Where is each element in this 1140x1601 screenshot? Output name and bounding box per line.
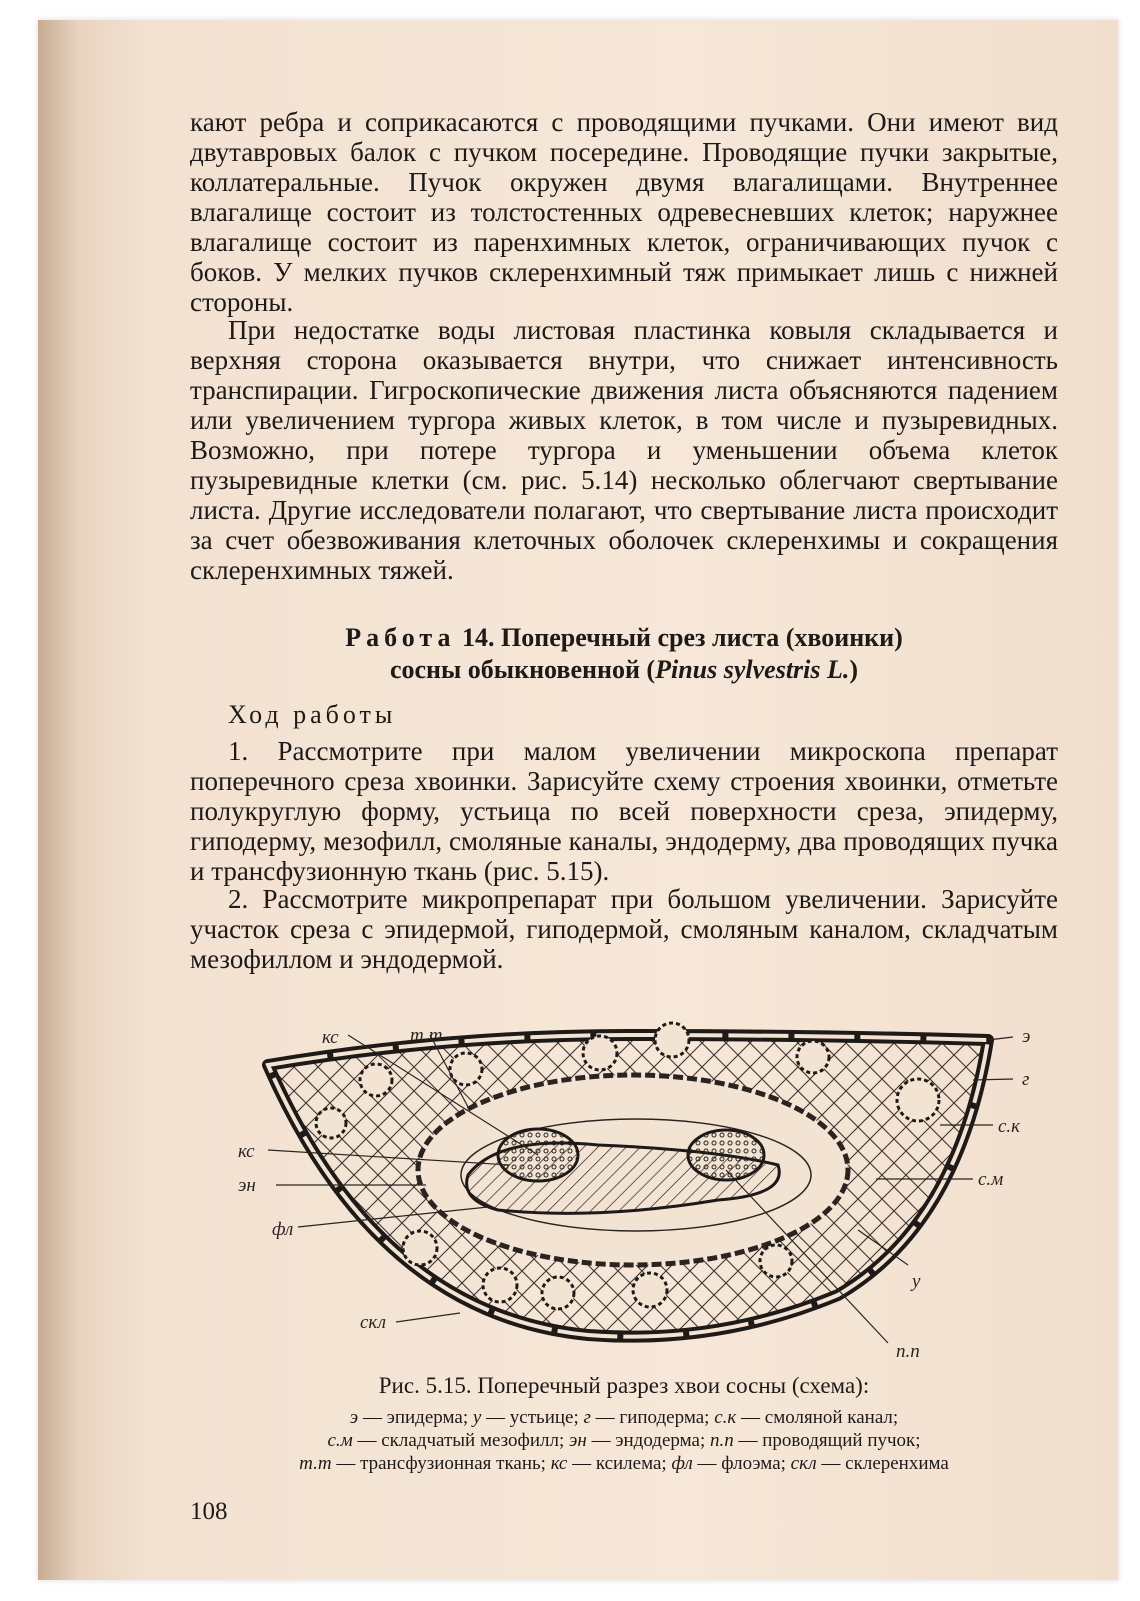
latin-name: Pinus sylvestris L. [655, 655, 850, 684]
legend-text: трансфузионная ткань [360, 1453, 541, 1474]
page-number: 108 [190, 1498, 228, 1525]
legend-abbr: г [583, 1407, 591, 1428]
legend-abbr: эн [569, 1430, 587, 1451]
legend-abbr: п.п [709, 1430, 734, 1451]
work-heading-line-1 [190, 622, 1058, 654]
label-ks-top: кс [322, 1027, 339, 1048]
figure-legend [190, 1406, 1058, 1475]
legend-line-2: с.м — складчатый мезофилл; эн — эндодерма; п.п — проводящий пучок; [327, 1430, 921, 1451]
legend-line-1: э — эпидерма; у — устьице; г — гиподерма; с.к — смоляной канал; [349, 1407, 899, 1428]
legend-text: смоляной канал [764, 1407, 893, 1428]
label-u: у [912, 1271, 921, 1292]
work-title: 14. Поперечный срез листа (хвоинки) [455, 623, 903, 652]
paragraph-2-text: При недостатке воды листовая пластинка ковыля складывается и верхняя сторона оказывается внутри, что снижает интенсивность транспирации. Гигроскопические движения листа объясняются падением или увеличением тургора живых клеток, в том числе и пузыревидных. Возможно, при потере тургора и уменьшении объема клеток пузыревидные клетки (см. рис. 5.14) несколько облегчают свертывание листа. Другие исследователи полагают, что свертывание листа происходит за счет обезвоживания клеточных оболочек склеренхимы и сокращения склеренхимных тяжей. [190, 315, 1058, 585]
label-e: э [1022, 1026, 1031, 1047]
paragraph-3 [190, 736, 1058, 886]
legend-text: гиподерма [619, 1407, 705, 1428]
label-sm: с.м [978, 1169, 1004, 1190]
legend-text: складчатый мезофилл [381, 1430, 560, 1451]
legend-text: склеренхима [845, 1453, 949, 1474]
figure-caption: Рис. 5.15. Поперечный разрез хвои сосны (схема): [378, 1373, 870, 1398]
label-en: эн [238, 1175, 256, 1196]
label-fl: фл [272, 1219, 294, 1240]
label-g: г [1022, 1069, 1030, 1090]
legend-text: эпидерма [386, 1407, 463, 1428]
work-heading [190, 622, 1058, 686]
label-pp: п.п [896, 1341, 920, 1362]
work-heading-line-2 [190, 654, 1058, 686]
legend-abbr: т.т [299, 1453, 332, 1474]
label-tt: т.т [410, 1025, 443, 1046]
procedure-subheading: Ход работы [228, 700, 397, 729]
work-title-cont: сосны обыкновенной ( [389, 655, 656, 684]
paragraph-4 [190, 884, 1058, 974]
legend-abbr: скл [790, 1453, 817, 1474]
legend-abbr: у [472, 1407, 482, 1428]
label-ks-left: кс [238, 1141, 255, 1162]
paragraph-1-text: кают ребра и соприкасаются с проводящими пучками. Они имеют вид двутавровых балок с пучком посередине. Проводящие пучки закрытые, коллатеральные. Пучок окружен двумя влагалищами. Внутреннее влагалище состоит из толстостенных одревесневших клеток; наружнее влагалище состоит из паренхимных клеток, ограничивающих пучок с боков. У мелких пучков склеренхимный тяж примыкает лишь с нижней стороны. [190, 107, 1058, 317]
paragraph-4-text: 2. Рассмотрите микропрепарат при большом увеличении. Зарисуйте участок среза с эпидермой, гиподермой, смоляным каналом, складчатым мезофиллом и эндодермой. [190, 884, 1058, 974]
legend-abbr: э [349, 1407, 359, 1428]
paragraph-1 [190, 107, 1058, 317]
legend-line-3: т.т — трансфузионная ткань; кс — ксилема; фл — флоэма; скл — склеренхима [299, 1453, 949, 1474]
label-sk: с.к [998, 1116, 1021, 1137]
legend-text: устьице [509, 1407, 574, 1428]
paragraph-3-text: 1. Рассмотрите при малом увеличении микроскопа препарат поперечного среза хвоинки. Зарисуйте схему строения хвоинки, отметьте полукруглую форму, устьица по всей поверхности среза, эпидерму, гиподерму, мезофилл, смоляные каналы, эндодерму, два проводящих пучка и трансфузионную ткань (рис. 5.15). [190, 736, 1058, 886]
legend-text: флоэма [721, 1453, 781, 1474]
legend-abbr: фл [671, 1453, 693, 1474]
legend-abbr: с.к [714, 1407, 737, 1428]
legend-abbr: кс [550, 1453, 568, 1474]
work-word: Работа [345, 623, 456, 652]
vascular-bundle-right [688, 1130, 764, 1180]
legend-text: эндодерма [615, 1430, 700, 1451]
legend-text: ксилема [595, 1453, 662, 1474]
book-page [38, 20, 1118, 1580]
label-skl: скл [360, 1312, 386, 1333]
legend-text: проводящий пучок [762, 1430, 916, 1451]
pine-needle-diagram [198, 995, 1058, 1375]
paragraph-2 [190, 315, 1058, 585]
legend-abbr: с.м [327, 1430, 353, 1451]
work-title-end: ) [849, 655, 859, 684]
